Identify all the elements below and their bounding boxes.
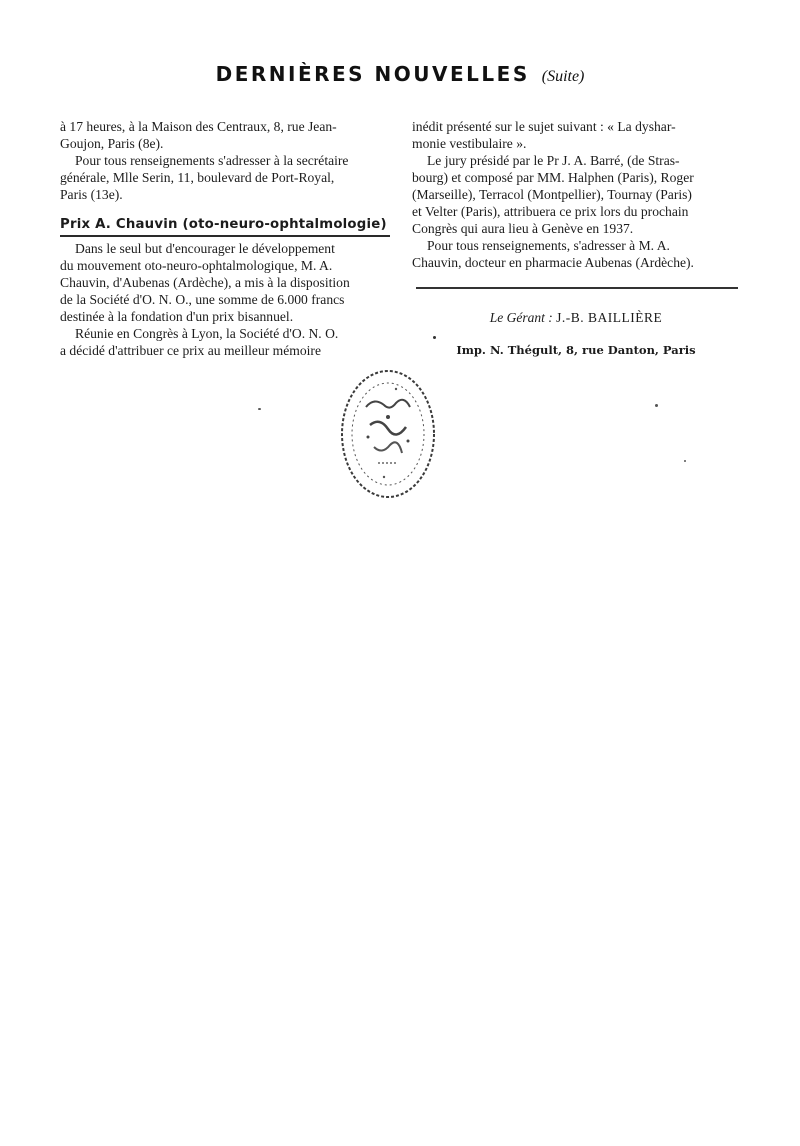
text-line: a décidé d'attribuer ce prix au meilleur mémoire [60, 343, 321, 358]
text-line: Pour tous renseignements, s'adresser à M. A. [427, 238, 670, 253]
left-paragraph-4 [60, 325, 390, 359]
footer-divider [416, 287, 738, 289]
text-line: Dans le seul but d'encourager le développement [75, 241, 335, 256]
running-head-suite: (Suite) [541, 68, 585, 85]
text-line: inédit présenté sur le sujet suivant : « La dyshar- [412, 119, 676, 134]
section-rule [60, 235, 390, 237]
ink-dot [433, 336, 436, 339]
library-stamp-icon [338, 367, 438, 501]
text-line: de la Société d'O. N. O., une somme de 6.000 francs [60, 292, 345, 307]
running-head-title: DERNIÈRES NOUVELLES [215, 62, 530, 86]
text-line: Le jury présidé par le Pr J. A. Barré, (de Stras- [427, 153, 680, 168]
right-paragraph-1 [412, 118, 740, 152]
running-head [0, 62, 800, 86]
text-line: bourg) et composé par MM. Halphen (Paris), Roger [412, 170, 694, 185]
speck [684, 460, 686, 462]
speck [258, 408, 261, 410]
right-column [412, 118, 740, 271]
gerant-line [412, 310, 740, 326]
text-line: Congrès qui aura lieu à Genève en 1937. [412, 221, 634, 236]
text-line: du mouvement oto-neuro-ophtalmologique, M. A. [60, 258, 333, 273]
right-paragraph-3 [412, 237, 740, 271]
text-line: Paris (13e). [60, 187, 123, 202]
text-line: Goujon, Paris (8e). [60, 136, 164, 151]
imprint-line: Imp. N. Thégult, 8, rue Danton, Paris [456, 343, 696, 357]
gerant-name: J.-B. BAILLIÈRE [556, 310, 663, 325]
text-line: (Marseille), Terracol (Montpellier), Tournay (Paris) [412, 187, 692, 202]
text-line: Chauvin, d'Aubenas (Ardèche), a mis à la disposition [60, 275, 350, 290]
speck [655, 404, 658, 407]
text-line: générale, Mlle Serin, 11, boulevard de Port-Royal, [60, 170, 335, 185]
left-column [60, 118, 390, 359]
left-paragraph-1 [60, 118, 390, 152]
text-line: monie vestibulaire ». [412, 136, 527, 151]
text-line: Chauvin, docteur en pharmacie Aubenas (Ardèche). [412, 255, 694, 270]
left-paragraph-3 [60, 240, 390, 325]
text-line: destinée à la fondation d'un prix bisannuel. [60, 309, 294, 324]
right-paragraph-2 [412, 152, 740, 237]
text-line: et Velter (Paris), attribuera ce prix lors du prochain [412, 204, 689, 219]
section-heading: Prix A. Chauvin (oto-neuro-ophtalmologie) [60, 217, 387, 232]
left-paragraph-2 [60, 152, 390, 203]
gerant-label: Le Gérant : [489, 310, 553, 325]
text-line: Réunie en Congrès à Lyon, la Société d'O. N. O. [75, 326, 339, 341]
text-line: à 17 heures, à la Maison des Centraux, 8, rue Jean- [60, 119, 337, 134]
text-line: Pour tous renseignements s'adresser à la secrétaire [75, 153, 349, 168]
